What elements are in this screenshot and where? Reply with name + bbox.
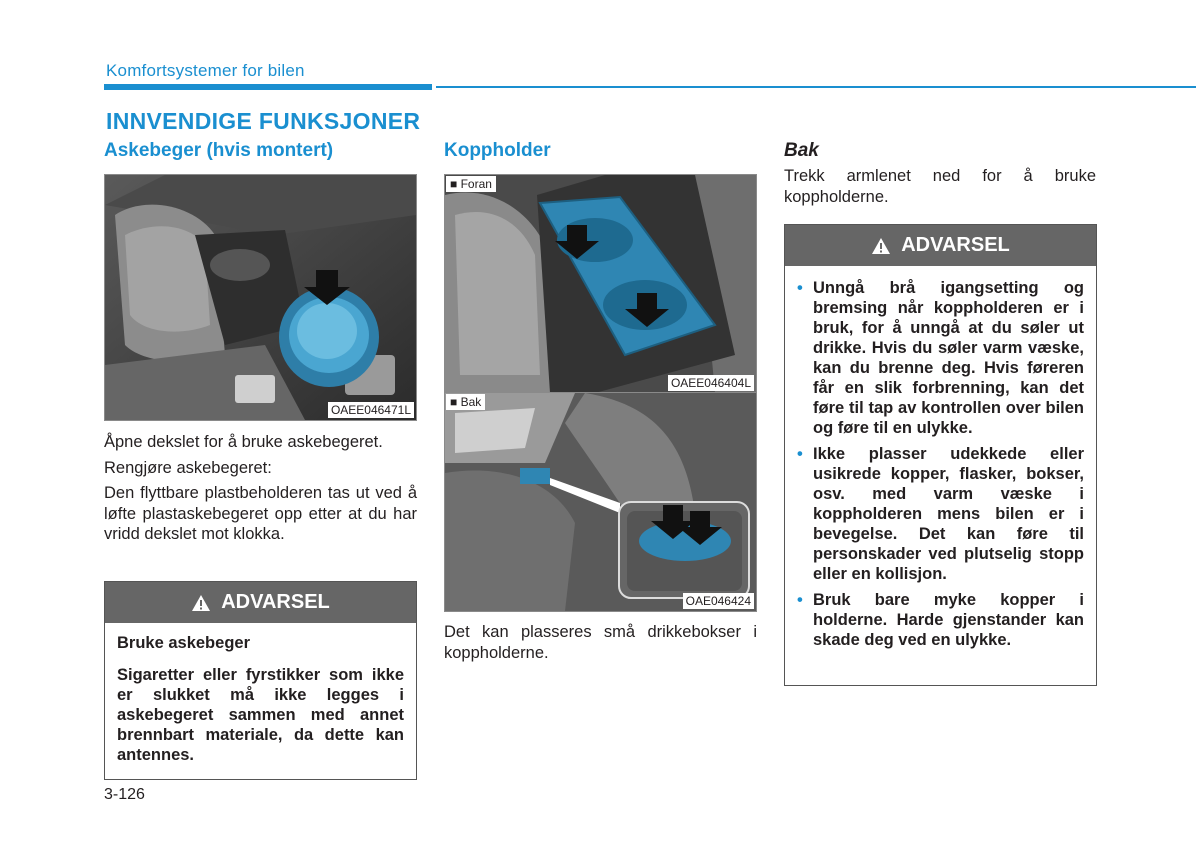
ashtray-heading: Askebeger (hvis montert) <box>104 140 334 161</box>
rear-heading: Bak <box>784 140 819 161</box>
warning-header <box>785 225 1096 266</box>
rear-cupholder-illustration <box>445 393 756 611</box>
cupholder-rear-figure <box>444 392 757 612</box>
warning-subtitle: Bruke askebeger <box>117 634 250 652</box>
header-rule-thin <box>436 86 1196 88</box>
warning-text: Sigaretter eller fyrstikker som ikke er slukket må ikke legges i askebegeret sammen med annet brennbart materiale, da dette kan antennes. <box>117 666 404 764</box>
square-icon: ■ <box>450 177 461 191</box>
front-tag-label: Foran <box>460 177 492 191</box>
ashtray-para-remove: Den flyttbare plastbeholderen tas ut ved å løfte plastaskebegeret opp etter at du har vridd dekslet mot klokka. <box>104 484 417 543</box>
warning-body <box>105 623 416 775</box>
cupholder-heading: Koppholder <box>444 140 551 161</box>
ashtray-illustration <box>105 175 416 420</box>
ashtray-figure <box>104 174 417 421</box>
header-rule-thick <box>104 84 432 90</box>
warning-body <box>785 266 1096 666</box>
header-section: Komfortsystemer for bilen <box>106 61 305 80</box>
page-title: INNVENDIGE FUNKSJONER <box>106 108 421 134</box>
square-icon: ■ <box>450 395 461 409</box>
warning-triangle-icon <box>191 594 211 612</box>
rear-warning-box <box>784 224 1097 686</box>
rear-tag <box>446 394 485 410</box>
front-tag <box>446 176 496 192</box>
ashtray-para-clean: Rengjøre askebegeret: <box>104 459 272 477</box>
warning-item <box>797 590 1084 650</box>
rear-text: Trekk armlenet ned for å bruke koppholderne. <box>784 167 1096 206</box>
warning-label: ADVARSEL <box>901 234 1010 256</box>
rear-tag-label: Bak <box>460 395 482 409</box>
page-number: 3-126 <box>104 786 145 803</box>
cupholder-front-figure <box>444 174 757 394</box>
warning-item-text: Ikke plasser udekkede eller usikrede kopper, flasker, bokser, osv. med varm væske i koppholderen mens bilen er i bevegelse. Det kan føre til personskader ved plutselig stopp eller en kollisjon. <box>813 445 1084 583</box>
figure-code: OAEE046404L <box>668 375 754 391</box>
ashtray-warning-box <box>104 581 417 780</box>
warning-list <box>797 278 1084 650</box>
warning-item-text: Bruk bare myke kopper i holderne. Harde gjenstander kan skade deg ved en ulykke. <box>813 591 1084 649</box>
warning-item <box>797 444 1084 584</box>
warning-triangle-icon <box>871 237 891 255</box>
cupholder-caption: Det kan plasseres små drikkebokser i koppholderne. <box>444 623 757 662</box>
front-cupholder-illustration <box>445 175 756 393</box>
ashtray-para-open: Åpne dekslet for å bruke askebegeret. <box>104 433 383 451</box>
figure-code: OAE046424 <box>683 593 754 609</box>
bullet-icon: • <box>797 591 803 609</box>
warning-item <box>797 278 1084 438</box>
warning-header <box>105 582 416 623</box>
bullet-icon: • <box>797 279 803 297</box>
figure-code: OAEE046471L <box>328 402 414 418</box>
bullet-icon: • <box>797 445 803 463</box>
warning-item-text: Unngå brå igangsetting og bremsing når koppholderen er i bruk, for å unngå at du søler ut drikke. Hvis du søler varm væske, kan du brenne deg. Hvis føreren får en slik forbrenning, kan det føre til tap av kontrollen over bilen og føre til en ulykke. <box>813 279 1084 437</box>
warning-label: ADVARSEL <box>221 591 330 613</box>
